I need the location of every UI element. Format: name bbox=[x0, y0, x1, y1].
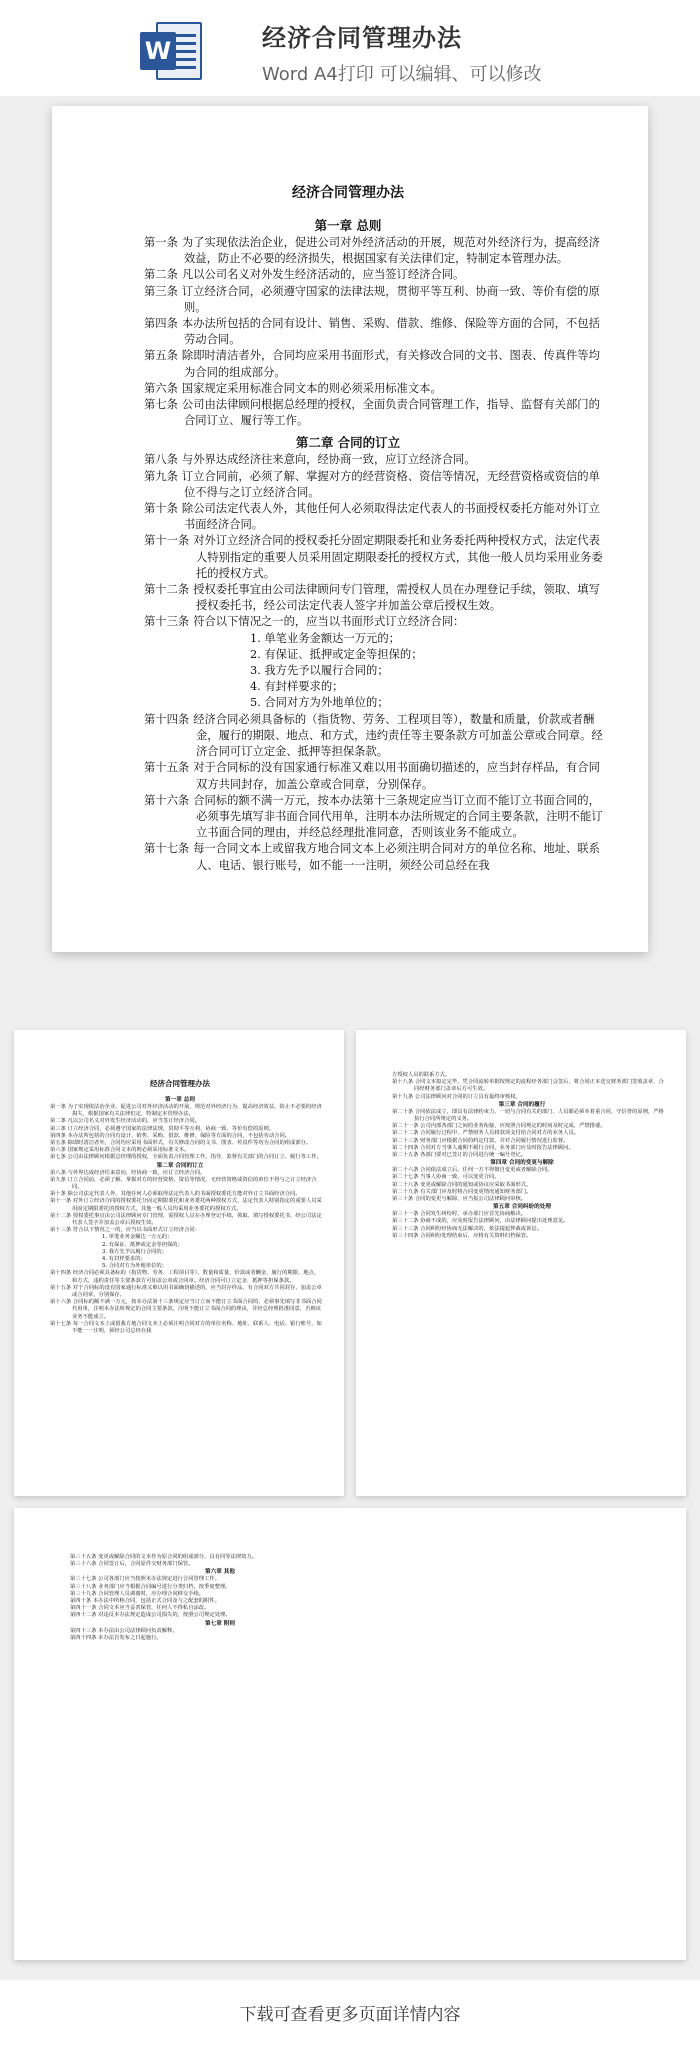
article-text: 对外订立经济合同的授权委托分固定期限委托和业务委托两种授权方式，法定代表人特别指定的重要人员采用固定期限委托的授权方式，其他一般人员均采用业务委托的授权方式。 bbox=[193, 534, 603, 580]
document-title: 经济合同管理办法 bbox=[262, 24, 462, 52]
thumbnail-line: 第四十条 本办法中所称合同，包括正式合同及与之配套的附件。 bbox=[70, 1598, 220, 1605]
article-number: 第十六条 bbox=[144, 793, 190, 807]
article-text: 授权委托事宜由公司法律顾问专门管理，需授权人员在办理登记手续，领取、填写授权委托书，经公司法定代表人签字并加盖公章后授权生效。 bbox=[193, 583, 600, 613]
thumbnail-line: 第十四条 经济合同必须具备标的（指货物、劳务、工程项目等），数量和质量，价款或者酬金，履行的期限、地点、和方式，违约责任等主要条款方可加盖公章或合同章。经济合同可订立定金、抵押等担保条款。 bbox=[50, 1270, 320, 1284]
thumbnail-list-item: 1. 单笔业务金额达一万元的； bbox=[102, 1234, 173, 1241]
thumbnail-chapter: 第一章 总则 bbox=[165, 1097, 195, 1103]
article-paragraph bbox=[144, 469, 610, 501]
article-text: 除即时清洁者外，合同均应采用书面形式，有关修改合同的文书、图表、传真件等均为合同的组成部分。 bbox=[181, 349, 600, 379]
thumbnail-line: 第十条 除公司法定代表人外，其他任何人必须取得法定代表人的书面授权委托方能对外订立书面经济合同。 bbox=[50, 1191, 301, 1198]
article-paragraph bbox=[144, 452, 610, 468]
thumbnail-line: 第二十八条 变更或解除合同的通知或协议应采取书面形式。 bbox=[392, 1181, 532, 1188]
thumbnail-line: 第二十六条 合同依法成立后，任何一方不得擅自变更或者解除合同。 bbox=[392, 1167, 553, 1174]
page-thumbnail-1 bbox=[14, 1030, 344, 1496]
article-number: 第三条 bbox=[144, 284, 178, 298]
article-text: 合同标的额不满一万元，按本办法第十三条规定应当订立而不能订立书面合同的，必须事先填写非书面合同代用单，注明本办法所规定的合同主要条款，注明不能订立书面合同的理由，并经总经理批准同意，否则该业务不能成立。 bbox=[193, 793, 603, 840]
thumbnail-list-item: 4. 有封样要求的； bbox=[102, 1256, 146, 1263]
thumbnail-line: 第三十三条 合同纠纷经协商无法解决的，依法提起仲裁或诉讼。 bbox=[392, 1225, 542, 1232]
page-thumbnail-2 bbox=[356, 1030, 686, 1496]
thumbnail-line: 第四十四条 本办法自发布之日起施行。 bbox=[70, 1634, 162, 1641]
article-paragraph bbox=[144, 316, 610, 348]
page-thumbnail-3 bbox=[14, 1508, 686, 1960]
list-item: 4. 有封样要求的； bbox=[250, 680, 344, 694]
thumbnail-line: 第八条 与外界达成经济往来意向，经协商一致，应订立经济合同。 bbox=[50, 1169, 206, 1176]
footer-banner bbox=[0, 1980, 700, 2046]
thumbnail-title: 经济合同管理办法 bbox=[150, 1079, 210, 1088]
thumbnail-chapter: 第二章 合同的订立 bbox=[156, 1162, 204, 1169]
article-number: 第十条 bbox=[144, 502, 178, 516]
thumbnail-chapter: 第四章 合同的变更与解除 bbox=[490, 1160, 554, 1167]
article-paragraph bbox=[144, 614, 610, 630]
article-paragraph bbox=[144, 841, 610, 873]
list-item: 3. 我方先予以履行合同的； bbox=[250, 664, 389, 678]
article-paragraph bbox=[144, 501, 610, 533]
article-number: 第六条 bbox=[144, 381, 178, 395]
article-number: 第五条 bbox=[144, 349, 178, 363]
download-more-link[interactable]: 下载可查看更多页面详情内容 bbox=[239, 2005, 461, 2025]
article-number: 第二条 bbox=[144, 268, 178, 282]
thumbnail-line: 第六条 国家规定采用标准合同文本的则必须采用标准文本。 bbox=[50, 1147, 190, 1154]
thumbnail-list-item: 3. 我方先予以履行合同的； bbox=[102, 1248, 168, 1255]
thumbnail-line: 第三十二条 协商不成的，应及时报告法律顾问，由法律顾问提出处理意见。 bbox=[392, 1218, 569, 1225]
thumbnail-line: 第十二条 授权委托事宜由公司法律顾问专门管理，需授权人员在办理登记手续，领取、填写授权委托书，经公司法定代表人签字并加盖公章后授权生效。 bbox=[50, 1212, 322, 1227]
thumbnail-line: 第十七条 每一合同文本上或留我方地合同文本上必须注明合同对方的单位名称、地址、联系人、电话、银行账号，如不能一一注明，须经公司总经在我 bbox=[50, 1320, 322, 1335]
thumbnail-line: 第二十九条 有关部门应及时将合同变更情况通知财务部门。 bbox=[392, 1188, 532, 1195]
thumbnail-line: 第十八条 合同文本拟定完毕，凭合同流转单据按规定的流程经各部门会签后，将合同正本送交财务部门签收盖章，合同经财务部门盖章后方可生效。 bbox=[392, 1079, 664, 1093]
article-number: 第七条 bbox=[144, 398, 178, 412]
article-number: 第十三条 bbox=[144, 615, 190, 629]
article-paragraph bbox=[144, 712, 610, 761]
thumbnail-line: 第二十条 合同依法成立，即具有法律约束力，一切与合同有关的部门、人员都必须本着重合同、守信誉的原则，严格执行合同所规定的义务。 bbox=[392, 1108, 664, 1123]
article-paragraph bbox=[144, 533, 610, 582]
thumbnail-line: 第七条 公司由法律顾问根据总经理的授权，全面负责合同管理工作，指导、监督有关部门的合同订立、履行等工作。 bbox=[50, 1154, 322, 1161]
thumbnail-line: 第四十三条 本办法由公司法律顾问负责解释。 bbox=[70, 1627, 178, 1634]
thumbnail-line: 第三十条 合同的变更与解除，应当报公司法律顾问审核。 bbox=[392, 1196, 527, 1203]
thumbnail-line: 第十六条 合同标的额不满一万元，按本办法第十三条规定应当订立而不能订立书面合同的，必须事先填写非书面合同代用单，注明本办法所规定的合同主要条款，注明不能订立书面合同的理由，并经总经理批准同意，否则该业务不能成立。 bbox=[50, 1299, 322, 1320]
word-document-icon bbox=[140, 18, 204, 84]
article-text: 本办法所包括的合同有设计、销售、采购、借款、维修、保险等方面的合同，不包括劳动合同。 bbox=[181, 317, 600, 347]
thumbnail-line: 第三条 订立经济合同，必须遵守国家的法律法规，贯彻平等互利、协商一致、等价有偿的原则。 bbox=[50, 1125, 275, 1132]
thumbnail-line: 第二十三条 财务部门应根据合同的约定付款，并对合同履行情况进行监督。 bbox=[392, 1137, 569, 1144]
thumbnail-line: 第二十五条 各部门要对已签订的合同进行统一编号登记。 bbox=[392, 1152, 527, 1159]
article-number: 第九条 bbox=[144, 469, 178, 483]
article-text: 每一合同文本上或留我方地合同文本上必须注明合同对方的单位名称、地址、联系人、电话、银行账号，如不能一一注明，须经公司总经在我 bbox=[193, 842, 600, 872]
article-paragraph bbox=[144, 582, 610, 614]
article-number: 第十二条 bbox=[144, 583, 190, 597]
article-text: 凡以公司名义对外发生经济活动的，应当签订经济合同。 bbox=[181, 268, 465, 282]
thumbnail-line: 第四十一条 合同文本应当妥善保管，任何人不得私自涂改。 bbox=[70, 1605, 210, 1612]
thumbnail-line: 第四十二条 对违反本办法规定造成公司损失的，按照公司规定处理。 bbox=[70, 1612, 231, 1619]
article-paragraph bbox=[144, 284, 610, 316]
article-paragraph bbox=[144, 397, 610, 429]
thumbnail-list-item: 2. 有保证、抵押或定金等担保的； bbox=[102, 1241, 183, 1248]
article-text: 符合以下情况之一的，应当以书面形式订立经济合同： bbox=[193, 615, 465, 629]
article-paragraph bbox=[144, 235, 610, 267]
thumbnail-line: 第五条 除即时清洁者外，合同均应采用书面形式，有关修改合同的文书、图表、传真件等均为合同的组成部分。 bbox=[50, 1140, 312, 1147]
thumbnail-line: 第二十七条 当事人协商一致，可以变更合同。 bbox=[392, 1174, 500, 1181]
thumbnail-line: 第四条 本办法所包括的合同有设计、销售、采购、借款、维修、保险等方面的合同，不包括劳动合同。 bbox=[50, 1132, 291, 1139]
article-text: 经济合同必须具备标的（指货物、劳务、工程项目等），数量和质量，价款或者酬金，履行的期限、地点、和方式，违约责任等主要条款方可加盖公章或合同章。经济合同可订立定金、抵押等担保条款。 bbox=[193, 712, 603, 759]
article-text: 订立经济合同，必须遵守国家的法律法规，贯彻平等互利、协商一致、等价有偿的原则。 bbox=[181, 284, 600, 314]
thumbnail-line: 第一条 为了实现依法治企业，促进公司对外经济活动的开展，规范对外经济行为，提高经济效益，防止不必要的经济损失，根据国家有关法律们定，特制定本管理办法。 bbox=[50, 1104, 322, 1118]
page-preview-main bbox=[52, 106, 648, 952]
thumbnail-line: 第三十九条 合同管理人员调离时，应办理合同移交手续。 bbox=[70, 1590, 205, 1597]
article-number: 第十一条 bbox=[144, 534, 190, 548]
article-text: 除公司法定代表人外，其他任何人必须取得法定代表人的书面授权委托方能对外订立书面经济合同。 bbox=[181, 502, 600, 532]
thumbnail-list-item: 5. 合同对方为外地单位的； bbox=[102, 1263, 168, 1270]
thumbnail-line: 第二十四条 合同对方当事人逾期不履行合同，业务部门应及时报告法律顾问。 bbox=[392, 1144, 574, 1151]
thumbnail-line: 第三十七条 公司各部门应当按照本办法规定进行合同管理工作。 bbox=[70, 1576, 220, 1583]
article-text: 订立合同前，必须了解、掌握对方的经营资格、资信等情况，无经营资格或资信的单位不得与之订立经济合同。 bbox=[181, 469, 600, 499]
list-item: 1. 单笔业务金额达一万元的； bbox=[250, 631, 400, 645]
article-number: 第十七条 bbox=[144, 842, 190, 856]
chapter-heading: 第二章 合同的订立 bbox=[295, 435, 401, 451]
thumbnail-chapter: 第七章 附则 bbox=[205, 1620, 235, 1627]
article-number: 第一条 bbox=[144, 236, 178, 249]
thumbnail-line: 第十五条 对于合同标的没有国家通行标准又难以用书面确切描述的，应当封存样品，有合同双方共同封存，加盖公章或合同章，分别保存。 bbox=[50, 1284, 322, 1299]
article-text: 国家规定采用标准合同文本的则必须采用标准文本。 bbox=[181, 381, 442, 395]
article-paragraph bbox=[144, 267, 610, 283]
article-text: 为了实现依法治企业，促进公司对外经济活动的开展，规范对外经济行为，提高经济效益，防止不必要的经济损失，根据国家有关法律们定，特制定本管理办法。 bbox=[181, 236, 600, 266]
thumbnail-line: 第二十二条 合同履行过程中，严禁财务人员将款项支付给合同对方的业务人员。 bbox=[392, 1130, 580, 1137]
article-number: 第十四条 bbox=[144, 712, 190, 726]
thumbnail-line: 第十三条 符合以下情况之一的，应当以书面形式订立经济合同： bbox=[50, 1227, 200, 1234]
article-number: 第四条 bbox=[144, 317, 178, 331]
thumbnail-line: 第三十五条 变更或解除合同的文本作为原合同的组成部分，具有同等法律效力。 bbox=[70, 1554, 258, 1560]
chapter-heading: 第一章 总则 bbox=[314, 218, 382, 233]
article-text: 对于合同标的没有国家通行标准又难以用书面确切描述的，应当封存样品，有合同双方共同封存，加盖公章或合同章，分别保存。 bbox=[193, 761, 600, 791]
thumbnail-chapter: 第六章 其他 bbox=[205, 1569, 235, 1576]
article-paragraph bbox=[144, 381, 610, 397]
thumbnail-line: 第三十四条 合同纠纷处理结束后，应将有关资料归档保管。 bbox=[392, 1232, 532, 1239]
thumbnail-line: 第二条 凡以公司名义对外发生经济活动的，应当签订经济合同。 bbox=[50, 1118, 200, 1125]
article-paragraph bbox=[144, 793, 610, 842]
thumbnail-line: 第三十八条 业务部门应当根据合同编号进行分类归档，按季度整理。 bbox=[70, 1583, 231, 1590]
list-item: 5. 合同对方为外地单位的； bbox=[250, 696, 389, 710]
thumbnail-line: 第九条 订立合同前，必须了解、掌握对方的经营资格、资信等情况，无经营资格或资信的单位不得与之订立经济合同。 bbox=[50, 1176, 317, 1191]
thumbnail-line: 方授权人员的联系方式。 bbox=[392, 1072, 451, 1078]
page-title: 经济合同管理办法 bbox=[292, 185, 404, 201]
thumbnail-chapter: 第五章 合同纠纷的处理 bbox=[493, 1204, 551, 1211]
header-banner bbox=[0, 0, 700, 96]
article-text: 公司由法律顾问根据总经理的授权，全面负责合同管理工作，指导、监督有关部门的合同订立、履行等工作。 bbox=[181, 398, 600, 428]
thumbnail-line: 第二十一条 公司内部各部门之间的业务衔接，应按照合同规定的时间及时完成，严禁推诿。 bbox=[392, 1123, 606, 1130]
list-item: 2. 有保证、抵押或定金等担保的； bbox=[250, 647, 423, 661]
article-number: 第八条 bbox=[144, 453, 178, 467]
word-badge: W bbox=[140, 32, 176, 70]
thumbnail-line: 第三十六条 合同签订后，合同原件交财务部门保管。 bbox=[70, 1561, 194, 1568]
thumbnail-line: 第三十一条 合同发生纠纷时，承办部门应首先协商解决。 bbox=[392, 1211, 527, 1218]
article-number: 第十五条 bbox=[144, 761, 190, 775]
article-paragraph bbox=[144, 760, 610, 792]
thumbnail-chapter: 第三章 合同的履行 bbox=[498, 1101, 546, 1108]
thumbnail-line: 第十一条 对外订立经济合同的授权委托分固定期限委托和业务委托两种授权方式，法定代表人特别指定的重要人员采用固定期限委托的授权方式，其他一般人员均采用业务委托的授权方式。 bbox=[50, 1198, 322, 1212]
thumbnail-line: 第十九条 公司法律顾问对合同的订立具有最终审核权。 bbox=[392, 1093, 521, 1100]
article-paragraph bbox=[144, 348, 610, 380]
article-text: 与外界达成经济往来意向，经协商一致，应订立经济合同。 bbox=[181, 453, 476, 467]
document-subtitle: Word A4打印 可以编辑、可以修改 bbox=[262, 64, 542, 85]
